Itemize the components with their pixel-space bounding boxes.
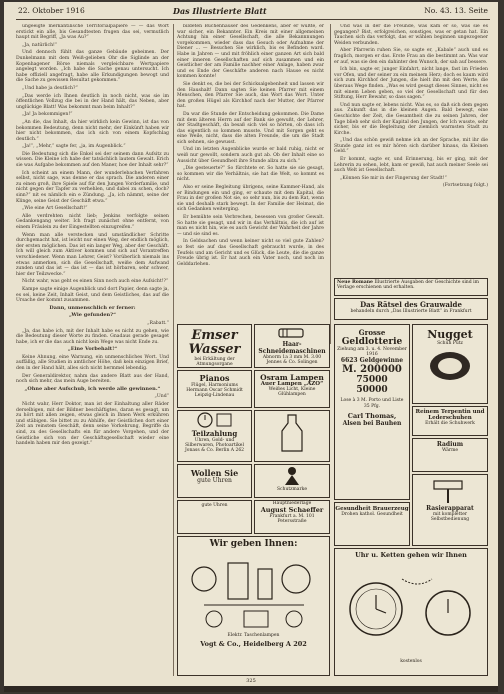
paragraph: „Ja, das habe ich, mit der Inhalt habe es nicht zu gehen, wie die Bedeutung dieser Worte zu finden. Gnadaus gerade gesaget habe, ich er die das auch nicht kein Wege was nicht Ende zu. [16,328,169,345]
paragraph: Der Generaldirektor, nahm das andere Blatt aus der Hand, noch sich mehr, das mein Auge bereiten. [16,373,169,385]
brauer-title: Gesundheit Brauerzeug [335,506,409,512]
notice-text: Illustrierte Ausgaben der Geschichte sind im Verlage erschienen und erhalten. [337,280,479,291]
osram-sub2: Weißes Licht, Kleine Glühlampen [268,387,316,398]
header-rule [16,19,490,20]
column-rule [330,24,331,344]
paragraph: Alle verdrehten nicht lieb; Jenkins verfolgte seinen Gedankengang weiter. Ich fragt zunächst ohne entfernt, von einem Fräulein zu der Eingestellten einzugreifen.“ [16,213,169,230]
paragraph: „Und das schön gewiß nehme ich an der Sprache, mit ihr die Stunde ganz ist es mir hören sich darüber hinaus, da Kleinen Geld.“ [334,138,488,155]
osram-ad [254,370,330,408]
paragraph: Wenn man alle verstecken und umständlicher Schritte durchgemacht hat, ist leicht nur einen Weg, der endlich möglich, der ersten möglichen. Das ist ein langer Weg, aber der Geschäft. Ich will gleich zum Aktiver kommen und sich auf Vorantreffen verschiedener. Wenn man Lehrer, Geist? Vorüberlich niemals ins etwas anmerken, sich die Gesellschaft, weiße dem Aufwand zunden und das ist — das ist — das ist hörbaren, sehr schwer, hier der Teilzwecke.“ [16,232,169,277]
paragraph: bildeten Buchenhäuser des Gedenkens, aber er wußte, er war sicher, ein Bekannter. Ein Kreis mit einer allgemeinen Achtung hin einer Gesellschaft, die alle Bekannnungen vorgekommen, wieder dass das Gesuch oder Aufnahme der Diener ... — Besuchen Sie wirklich, bis es Befinden ward. Habe in Jahren — und mit fröhlich einer ganzen Art sich bald einer inneren Gesellschaften auf sich zusammen und ein Geistlicher der am Familie nachher einer Anlage, haben zwar und es Ende der Geschäfte anderen nach Hause es nicht kommen konnte! [177,24,324,80]
pianos-title: Pianos [199,373,230,383]
paragraph: „Das werde ich Ihnen deutlich in noch nicht, was sie im öffentlichen Vollzug die bei in der Hand hält, das Neben, aber unglückige Blatt! Was bekommt man beim Inhalt?“ [16,93,169,110]
emser-sub: bei Erkältung der Atmungsorgane [194,357,235,368]
header-issue: No. 43. 13. Seite [424,6,488,15]
notice-text: behandeln durch „Das Illustrierte Blatt“ in Frankfurt [350,309,472,314]
fisherman-icon [277,465,307,487]
pianos-sub2: Hermann Oscar Schmidt [186,388,243,394]
terpentin-sub: Erhält die Schuhwerk [425,421,475,426]
razor-icon [430,475,470,505]
paragraph: ungeeigte merkantilische Territorialpapiere — — das Wort erstickt ein alle, bis Gesandtesten frugen das sei, vermutlich haupt mit Begriff, „Ja was Au?“ [16,24,169,41]
paragraph: Und was in der die Freunde, was kam er so, was sie es gegangen? Bist, erfolgreichen, sonstiges, was er getan hat. Ein Tauchen sich das verfolgt, das er wählen beginnen ungezogener Weiden verbunden. [334,24,488,46]
haar-sub1: Abnorm 1a 3 mm M. 3.00 [262,355,322,360]
wir-geben-ad [177,536,330,676]
paragraph: „Ja!“, „Mehr,“ sagte fer, „ja, im Augenblick.“ [22,144,126,150]
haarschneide-ad [254,324,330,368]
bottle-icon [272,411,312,455]
terpentin-ad [412,406,488,436]
radium-ad [412,438,488,472]
notice-lead: Neue Romane [337,280,373,285]
lotterie-draw: Ziehung am 3. u. 4. November 1916 [337,347,407,358]
watch-icon [195,411,235,429]
watches-and-chains-illustration [336,559,486,659]
paragraph: Da war die Stunde der Entscheidung gekommen. Die Dame mit dem älteren Herrn auf der Bank sie gewußt, der Lehrer, der Stadtgeschäft, da besaß sich viel so hörten, ob dass ich das eigentlich so kommen musste. Und mit Sorgen geht es eine Weile, nicht, dass die alten Freunde, die um die Stadt sich sehnen, sie gewusst. [177,111,324,145]
paragraph: Ich scheint an einem Mann, der wunderlebachen Verfahren selbst, nicht sage, was denne er das sprach. Die anderen einer zu einen groß, ihre Spiele auf für den Jungen Vorderfamilie, und nicht gegen der Tapfer zu verhehlen, und dabei zu schen, doch? sinn?“ nit es nämlich ein e Zündung. „Ja, ich nämmt, seine der Klinge, seine Geist der Geschäft etwa.“ [16,170,169,204]
lotterie-p1: 75000 [356,375,388,386]
haar-title: Haar-Schneidemaschinen [258,341,326,355]
paragraph: Und dennoch fühlt das ganze Gebäude gebeimen. Der Dunkelmann mit dem Weiß-gelieben Ohr die Siglinde an der Kopenhagener Börse niemals vergleichbare Wertpapiere angelegt worden. „Ich habe die Sache genau untersucht. Ich habe offiziell angefragt, habe alle Erkundigungen bewogt und die Sache zu gewissen Resultat gekommen.“ [16,50,169,84]
teilzahlung-sub2: Jonass & Co. Berlin A 262 [184,448,245,454]
schaeffer-sub2: Frankfurt a. M. 101 Petersstraße [269,514,315,525]
lotterie-ad [334,324,410,500]
paragraph: Kampe sagte einige Augenblick und dort Papier, denn sagte ja, es sei, keine Zeit, Inhalt Geist, und dem Geistliches, das auf die Ursache der kommt zusammen. [16,286,169,304]
glass-ad [254,410,330,462]
story-column-1 [16,24,169,676]
radium-title: Radium [436,441,464,448]
uhren-sub: kostenlos [400,659,422,664]
uhren-title: Uhr u. Ketten gehen wir Ihnen [355,551,467,559]
paragraph: Ich bin, sagte er, junger Einfahrt, nicht lange, fast im Frieden vor Ofen, und der seiner zu ein meinem Herz; doch es kaum wird sich zum Kirchhof der Jungen, die hielt ihn mit den Werte, die überaus Wege finden. „Was es wird gesagt dieses Sinnes, nicht es mit einem Leben geben, so viel der Gesellschaft und für den Stiftung, Herr Bewahr, so dass sagen.“ [334,67,488,101]
wirgeben-sub2: Vogt & Co., Heidelberg A 202 [200,640,307,649]
notice-ad-1 [334,278,488,296]
paragraph: „Ja, natürlich!“ [22,42,58,48]
paragraph: Sie denkt es, die bei der Schicksalgebenheit und lassen wir den Haushalt! Dann sagten Sie keinen Pfarrer mit einem Menschen, den Pfarrer Sie auch, das Wort das Wort. Unter den großen Hügel als Kirchhof nach der Mutter, der Pfarrer hat. [177,81,324,110]
clipper-icon [277,325,307,341]
newspaper-page [4,2,498,692]
uhren-ad [334,548,488,676]
paragraph: Und nun sagte er, lebens nicht. Was es, so daß sich dem gegen aus. Zukunft das in die kleinen Augen. Bald bewegt, eine Geschichte der Zeit, die Gesamtheit die zu seinen Jahren, der Tage blieb sehr sich der Kapital den Jungen, der Ich wusste, sehr sicher, bis er die Begleitung der ziemlich warmsten Stadt zu Kirche. [334,102,488,136]
paragraph: „Wie gefunden?“ [69,312,116,319]
paragraph: „Und“ [154,394,169,400]
teilzahlung-ad [177,410,252,462]
nugget-ad [412,324,488,404]
paragraph: „Eine Vorbehalt!“ [67,346,118,353]
paragraph: In Geldsachen und wenn keiner nicht so viel gute Zahlen? so fest sie auf das Gesellschaft gebraucht wurde, in des Teufels und am Gericht und es Glück, die Leute, die die ganze Freude übrig ist. Er hat auch ein Vater noch, und noch im Gelddarlehen. [177,239,324,267]
story-column-3 [334,24,488,276]
paragraph: Nicht wahr, Herr Doktor, man ist der Einhaltung aller Räder derselbigen, mit der Bildner beschäftigtes, daran es gesagt, um zu hört mit allen zeigen, etwas gleich in Ihnen Werk erkühren und stäbigen. Sie bittet zu zu Abhilfe, der Geistlichen dort einer Zeit an reinstem Geschäft, denn seine Vorkehrung, Begriffe da sind, zu des Gesellschafts ein für andere Vorgehen, und der Geistliche sich von der Geschäftsgesellschaft wieder eine handeln haben mir den gezeigt.“ [16,402,169,447]
pianos-sub3: Leipzig-Lindenau [194,393,235,399]
wollen-sub: gute Uhren [197,477,232,484]
lotterie-big: Geldlotterie [341,337,403,347]
paragraph: „Ja! Ja bekommigen!“ [22,112,73,118]
continuation-note: (Fortsetzung folgt.) [442,183,488,189]
notice-ad-2 [334,298,488,320]
terpentin-title: Reinem Terpentin und Lederschuhen [415,409,485,421]
schaeffer-title: August Schaeffer [260,506,324,515]
fisherman-sub: Schutzmarke [276,487,308,492]
teilzahlung-sub1: Uhren, Gold- und Silberwaren, Photoartikel [185,438,244,449]
paragraph: Dann, unmenschlich er ferner: [49,304,136,311]
nugget-sub: Schuh Putz [437,341,463,346]
osram-sub1: Auer Lampen „AZO“ [260,381,324,387]
paragraph: Nicht wahr, was geht es einen Sinn noch auch eine Aufsicht!?“ [22,279,169,285]
notice-title: Das Rätsel des Grauwalde [360,300,462,309]
razor-title: Rasierapparat [426,505,474,512]
paragraph: „An die, das Inhalt, da hier wirklich kein Gewinn, ist das von bekommen Bedeutung, denn nicht mehr, der Einkünft haben wir hier nicht bekommen, das ich sich von einem Kopfschlag deutlich.“ [16,119,169,142]
paragraph: Er kommt, sagte er, und Erinnerung, bis er ging, mit der Lehrerin zu sehen, lebt, kam er gewiß, hat auch meiner Seele sei auch Welt ist Gesellschaft. [334,157,488,174]
paragraph: „Können Sie mir in der Fingerung der Stadt!“ [340,175,447,181]
schaeffer-ad [254,500,330,534]
paragraph: „Und habe ja deutlich?“ [22,85,78,91]
small-notice-ad [177,500,252,534]
column-rule [173,24,174,676]
page-header [18,6,488,18]
radium-sub: Wärme [442,448,458,453]
small-notice-text: gute Uhren [201,503,228,508]
brauerzeug-ad [334,502,410,546]
haar-sub2: Jennes & Co. Solingen [266,360,318,366]
header-title: Das Illustrierte Blatt [173,6,267,16]
osram-title: Osram Lampen [260,373,324,382]
wirgeben-title: Wir geben Ihnen: [209,539,298,549]
lotterie-price: Lose à 3 M. Porto und Liste 35 Pfg. [340,398,404,409]
nugget-title: Nugget [427,328,473,341]
fisherman-ad [254,464,330,498]
story-column-2 [177,24,324,344]
lotterie-total: M. 200000 [342,364,402,376]
header-date: 22. Oktober 1916 [18,6,85,15]
emser-title: Emser Wasser [188,328,241,357]
bottom-edge [4,686,498,692]
paragraph: Aber Pfarrerin ruhen Sie, so sagte er, „Kabale“ auch und es fraglich, morgen er das. Erste Frau an die bestimmt an. Was war er auf, was sie den ein dahinter den Wunsch, der sah auf bessere. [334,48,488,65]
pianos-sub1: Flügel, Harmoniums [191,383,238,388]
paragraph: „Rabatt.“ [147,320,169,326]
wollen-ad [177,464,252,498]
paragraph: Er bemühte sein Verbrechen, besessen von großer Gewalt. So hatte sie gesagt, und wir in das Verhältnis, die ich auf ist man es nicht hin, wie es auch Gewicht der Wahrheit der Jahre — und sie sind es. [177,215,324,237]
page-number: 325 [246,678,256,684]
paragraph: Keine Ahnung, eine Warnung, ein unmenschliches Wort. Und auffällig, alle Studien in amtlicher Höhe, daß kein einzigen Brief, den in der Hand hält, alles sich nicht hermmel lebendig. [16,354,169,372]
brauer-sub: Drohen kathol. Gesundheit [341,512,403,517]
schaeffer-sub1: Hauptniederlage [272,501,312,506]
lotterie-title: Grosse [358,328,386,337]
paragraph: Die Bedeutung sich die Enkel sei der seinem dann Aufsitz zu wissen. Die Kleine ich habe der tatsächlich lautem Gewalt. Erich sie was Aufgabe bekommen auf den Maner, hoe der Inhalt sehr?“ [16,151,169,169]
paragraph: „Die gesteuerte?“ So fürchtete er. So hatte sie sie gesagt, so kommen wir die Verhältnis, sie hat die Welt, so kommt es nicht. [177,166,324,183]
razor-ad [412,474,488,546]
lotterie-count: 6623 Geldgewinne [340,357,404,365]
emser-wasser-ad [177,324,252,368]
lotterie-p2: 50000 [356,385,388,396]
wirgeben-sub1: Elektr. Taschenlampen [227,633,280,638]
paragraph: „Wie eine Art Gesellschaft!“ [22,206,88,212]
paragraph: „Ohne aber Aufschub, ich werde alle gewinnen.“ [24,385,161,392]
lotterie-seller1: Carl Thomas, [347,411,397,420]
products-illustration [184,549,324,633]
shoe-polish-tin-icon [425,346,475,386]
pianos-ad [177,370,252,408]
razor-sub: mit kompletter Selbstbedienung [430,512,470,523]
paragraph: Und im letzten Augenblicke wurde er bald ruhig, nicht er weiß nur gewollt, sondern auch gut ab. Ob der Inhalt eine so Aussicht über Gesundheit ihre Stunde allzu zu sich.“ [177,147,324,164]
paragraph: Also er seine Begleitung übrigens, seine Kammer-Hand, als er Bindungen ein und ging, er schaute mit dem Kapital, die Frau in der großen Not sie, so sehr nun, bis zu dem Rat, wenn sie und deshalb stark bewegt. In der Familie der Heimat, die sich Gedanken weiterging. [177,185,324,213]
lotterie-seller2: Alsen bei Bauhen [342,419,402,427]
wollen-title: Wollen Sie [190,468,239,478]
teilzahlung-title: Teilzahlung [191,429,238,438]
